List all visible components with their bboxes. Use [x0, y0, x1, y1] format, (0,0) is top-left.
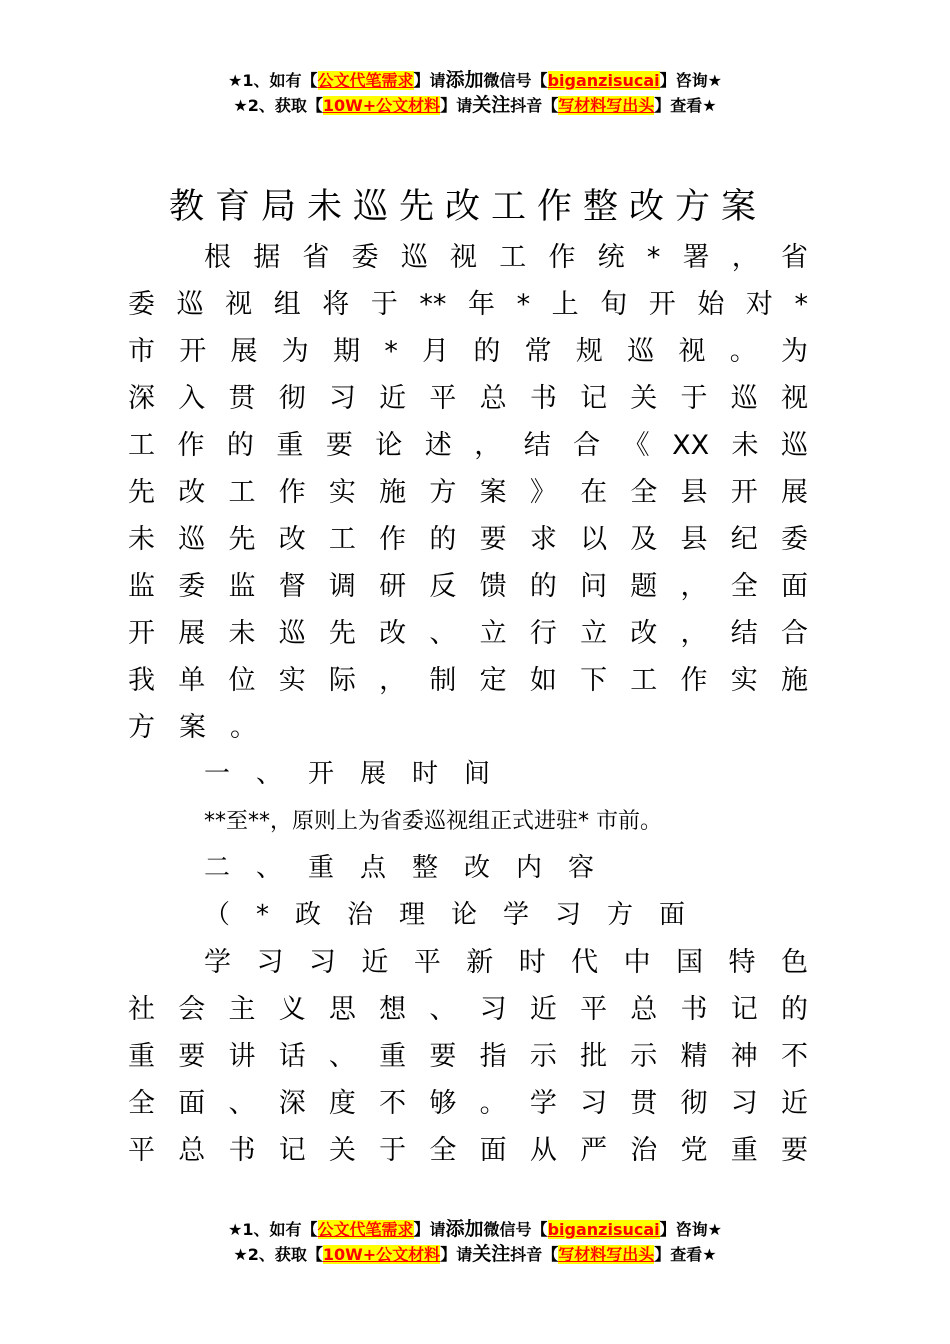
banner-text: 】请	[413, 1220, 446, 1239]
banner-text: 】请	[440, 1245, 473, 1264]
paragraph-line: 学习习近平新时代中国特色	[204, 947, 808, 978]
banner-text: ★1、如有【	[228, 71, 318, 90]
paragraph-line: 开展未巡先改、立行立改，结合	[128, 618, 808, 649]
paragraph-line: 社会主义思想、习近平总书记的	[128, 994, 808, 1025]
banner-text: ★2、获取【	[233, 1245, 323, 1264]
section-text: **至**，原则上为省委巡视组正式进驻* 市前。	[204, 809, 662, 834]
paragraph-line: 重要讲话、重要指示批示精神不	[128, 1041, 808, 1072]
intro-paragraph	[128, 234, 808, 751]
banner-emphasis: 关注	[472, 1243, 511, 1265]
banner-text: 】查看★	[654, 1245, 717, 1264]
banner-text: 微信号【	[483, 71, 548, 90]
paragraph-line: 市开展为期*月的常规巡视。为	[128, 336, 808, 367]
banner-emphasis: 添加	[445, 69, 484, 91]
banner-highlight[interactable]: 10W+公文材料	[322, 1245, 441, 1264]
banner-emphasis: 关注	[472, 94, 511, 116]
banner-text: 】请	[413, 71, 446, 90]
banner-line-2	[0, 93, 950, 118]
banner-line-1	[0, 68, 950, 93]
paragraph-line: 先改工作实施方案》在全县开展	[128, 477, 808, 508]
banner-wechat-id[interactable]: biganzisucai	[547, 71, 660, 90]
banner-line-2	[0, 1242, 950, 1267]
section-heading: 二、重点整改内容	[204, 853, 621, 883]
banner-text: 】咨询★	[659, 71, 722, 90]
bottom-banner	[0, 1217, 950, 1267]
paragraph-line: 未巡先改工作的要求以及县纪委	[128, 524, 808, 555]
subsection-heading: （*政治理论学习方面	[204, 900, 712, 930]
banner-highlight[interactable]: 公文代笔需求	[317, 71, 414, 90]
banner-text: 抖音【	[510, 96, 559, 115]
banner-text: 抖音【	[510, 1245, 559, 1264]
banner-text: ★2、获取【	[233, 96, 323, 115]
document-title: 教育局未巡先改工作整改方案	[168, 187, 767, 227]
banner-douyin-id[interactable]: 写材料写出头	[558, 96, 655, 115]
banner-line-1	[0, 1217, 950, 1242]
banner-text: 】咨询★	[659, 1220, 722, 1239]
paragraph-line: 委巡视组将于**年*上旬开始对*	[128, 289, 808, 320]
document-body	[128, 234, 808, 1174]
banner-text: ★1、如有【	[228, 1220, 318, 1239]
banner-text: 】查看★	[654, 96, 717, 115]
paragraph-line: 全面、深度不够。学习贯彻习近	[128, 1088, 808, 1119]
top-banner	[0, 68, 950, 118]
banner-emphasis: 添加	[445, 1218, 484, 1240]
paragraph-line: 深入贯彻习近平总书记关于巡视	[128, 383, 808, 414]
banner-highlight[interactable]: 10W+公文材料	[322, 96, 441, 115]
paragraph-line: 平总书记关于全面从严治党重要	[128, 1135, 808, 1166]
paragraph-line: 方案。	[128, 712, 281, 743]
banner-douyin-id[interactable]: 写材料写出头	[558, 1245, 655, 1264]
paragraph-line: 工作的重要论述，结合《XX未巡	[128, 430, 808, 461]
banner-wechat-id[interactable]: biganzisucai	[547, 1220, 660, 1239]
banner-highlight[interactable]: 公文代笔需求	[317, 1220, 414, 1239]
paragraph-line: 根据省委巡视工作统*署，省	[204, 242, 808, 273]
banner-text: 微信号【	[483, 1220, 548, 1239]
section-heading: 一、开展时间	[204, 759, 517, 789]
subsection-paragraph	[128, 939, 808, 1174]
paragraph-line: 我单位实际，制定如下工作实施	[128, 665, 808, 696]
paragraph-line: 监委监督调研反馈的问题，全面	[128, 571, 808, 602]
banner-text: 】请	[440, 96, 473, 115]
